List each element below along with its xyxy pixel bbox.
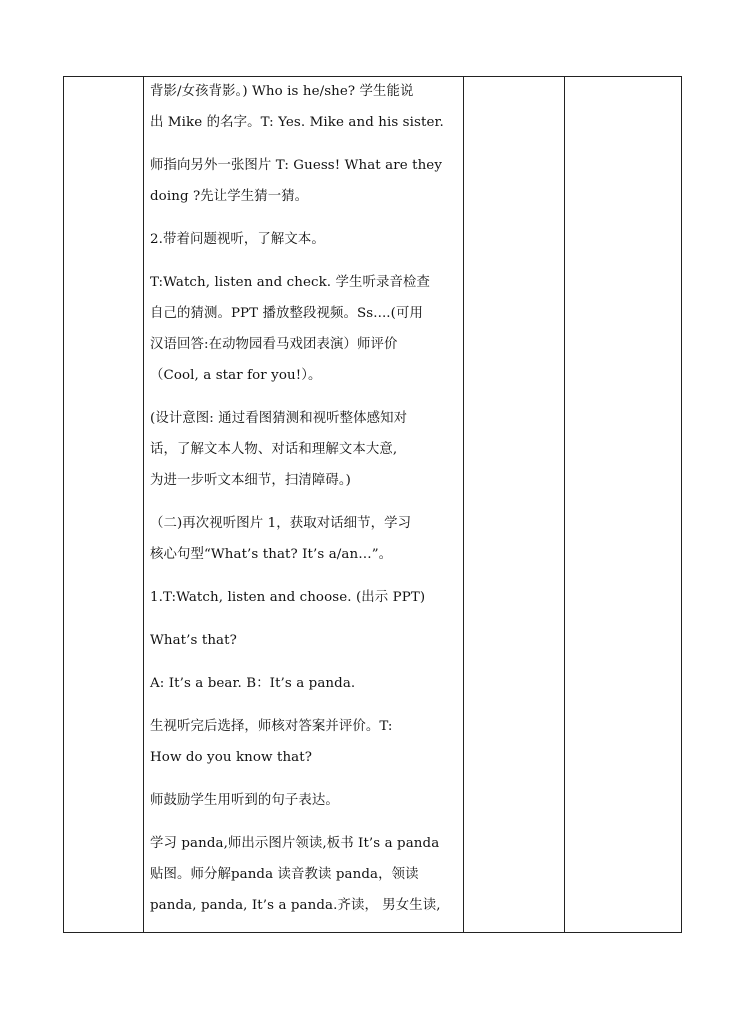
text-line: 学习 panda,师出示图片领读,板书 It’s a panda <box>150 836 440 851</box>
text-line: T:Watch, listen and check. 学生听录音检查 <box>150 275 430 290</box>
paragraph-design-intent <box>150 403 458 496</box>
paragraph-watch-check <box>150 267 458 391</box>
text-line: （二)再次视听图片 1，获取对话细节，学习 <box>150 516 412 531</box>
text-line: 贴图。师分解panda 读音教读 panda，领读 <box>150 867 419 882</box>
text-line: How do you know that? <box>150 750 313 765</box>
text-line: 汉语回答:在动物园看马戏团表演）师评价 <box>150 337 398 352</box>
paragraph-intro <box>150 76 458 138</box>
text-line: 为进一步听文本细节，扫清障碍。) <box>150 473 351 488</box>
text-line: 生视听完后选择，师核对答案并评价。T: <box>150 719 393 734</box>
text-line: A: It’s a bear. B：It’s a panda. <box>150 676 356 691</box>
text-line: 核心句型“What’s that? It’s a/an…”。 <box>150 547 393 562</box>
paragraph-question <box>150 625 458 656</box>
paragraph-step-1 <box>150 582 458 613</box>
paragraph-check-answer <box>150 711 458 773</box>
paragraph-step-2 <box>150 224 458 255</box>
text-line: 话，了解文本人物、对话和理解文本大意, <box>150 442 398 457</box>
text-line: panda, panda, It’s a panda.齐读， 男女生读, <box>150 898 441 913</box>
table-column-divider <box>143 77 144 932</box>
text-line: （Cool, a star for you!）。 <box>150 368 322 383</box>
paragraph-section-2 <box>150 508 458 570</box>
text-line: 自己的猜测。PPT 播放整段视频。Ss....(可用 <box>150 306 423 321</box>
paragraph-learn-panda <box>150 828 458 921</box>
text-line: 2.带着问题视听，了解文本。 <box>150 232 325 247</box>
paragraph-encourage <box>150 785 458 816</box>
text-line: (设计意图: 通过看图猜测和视听整体感知对 <box>150 411 408 426</box>
text-line: 出 Mike 的名字。T: Yes. Mike and his sister. <box>150 115 444 130</box>
text-line: 师鼓励学生用听到的句子表达。 <box>150 793 339 808</box>
paragraph-options <box>150 668 458 699</box>
paragraph-guess <box>150 150 458 212</box>
teaching-process-cell <box>150 76 458 933</box>
text-line: 师指向另外一张图片 T: Guess! What are they <box>150 158 442 173</box>
text-line: 1.T:Watch, listen and choose. (出示 PPT) <box>150 590 426 605</box>
text-line: 背影/女孩背影。) Who is he/she? 学生能说 <box>150 84 414 99</box>
table-column-divider <box>564 77 565 932</box>
text-line: doing ?先让学生猜一猜。 <box>150 189 309 204</box>
table-column-divider <box>463 77 464 932</box>
text-line: What’s that? <box>150 633 237 648</box>
